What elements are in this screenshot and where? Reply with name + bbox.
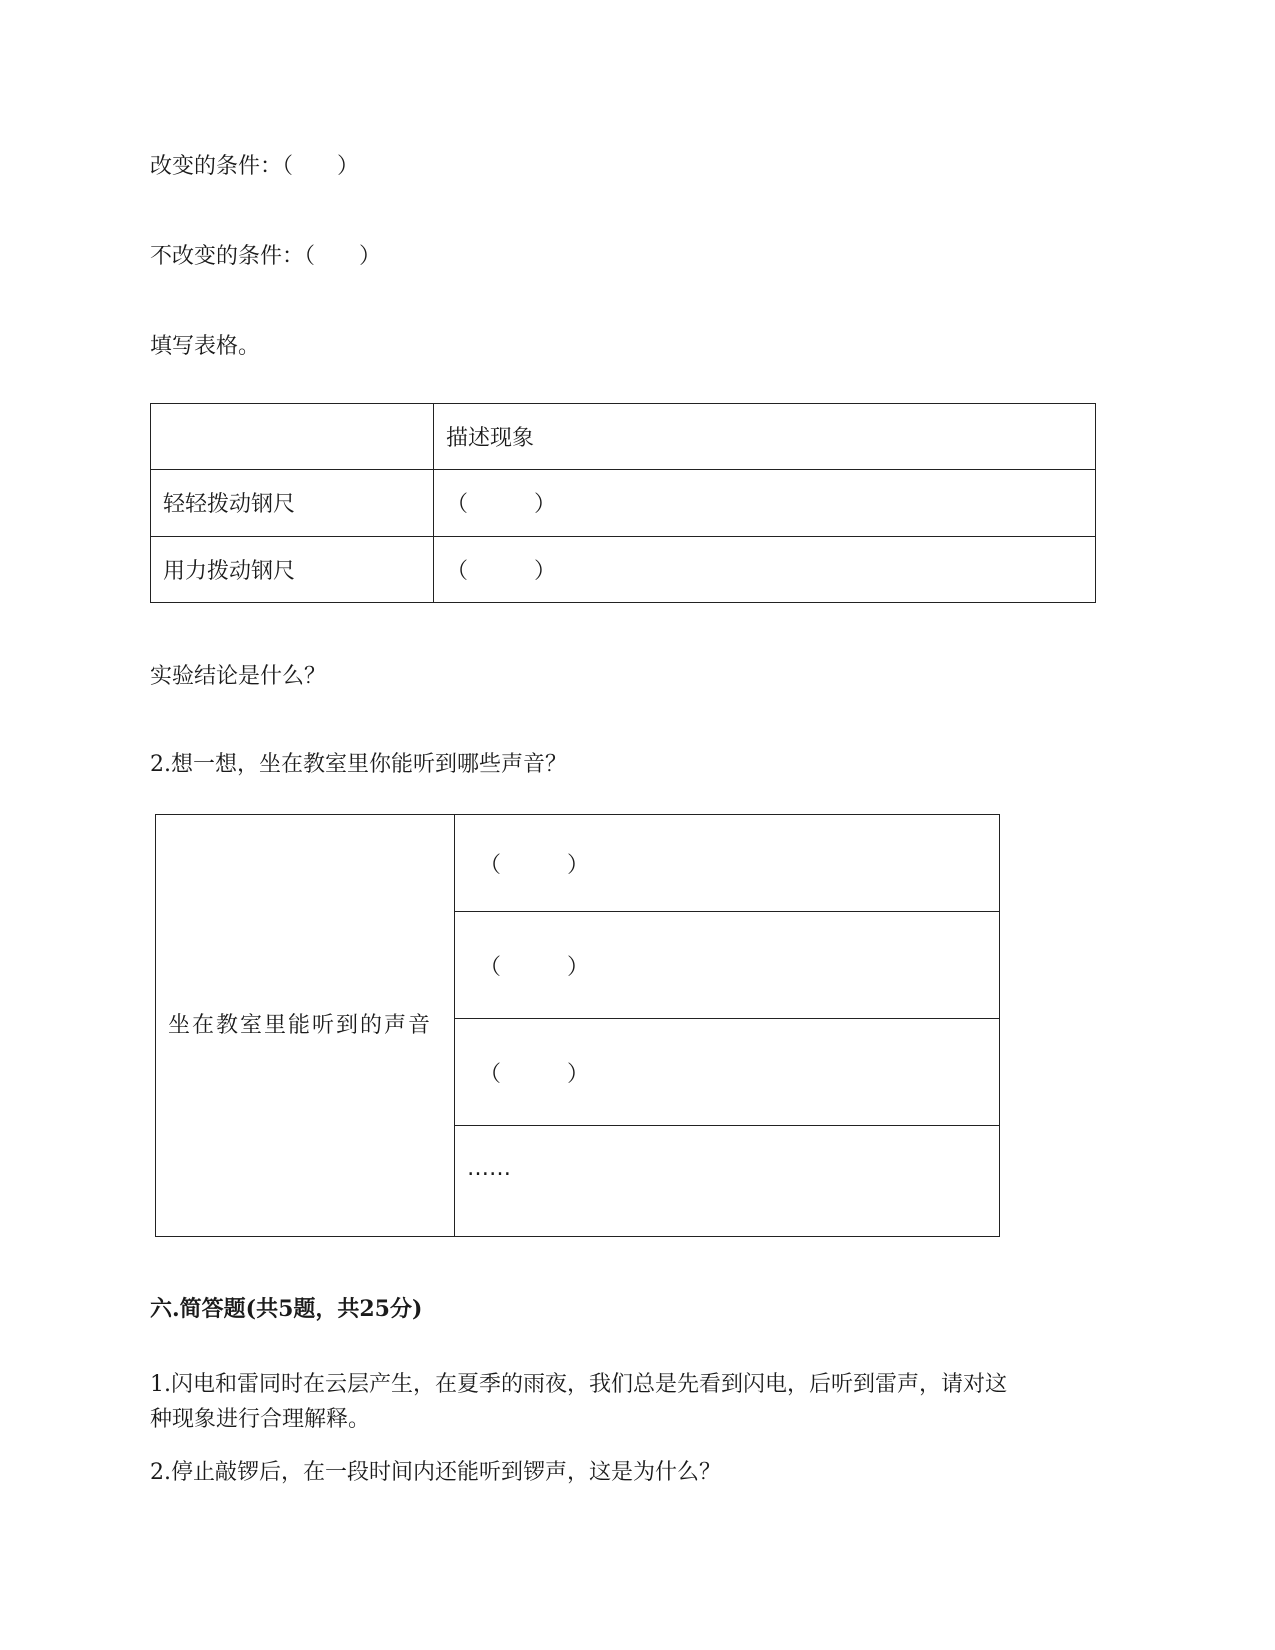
changed-condition-line: 改变的条件：（ ） [150, 154, 360, 179]
short-answer-q2: 2.停止敲锣后，在一段时间内还能听到锣声，这是为什么？ [150, 1460, 721, 1485]
table-header-empty-cell [151, 404, 434, 470]
table-row [151, 470, 1096, 536]
table-row [156, 815, 1000, 912]
table-header-row [151, 404, 1096, 470]
fill-table-instruction: 填写表格。 [150, 334, 261, 359]
table-header-describe: 描述现象 [434, 404, 1096, 470]
answer-blank[interactable]: （ ） [434, 536, 1096, 602]
unchanged-condition-line: 不改变的条件：（ ） [150, 244, 382, 269]
row-label: 用力拨动钢尺 [151, 536, 434, 602]
answer-blank[interactable]: （ ） [455, 912, 1000, 1019]
question-2-classroom-sounds: 2.想一想，坐在教室里你能听到哪些声音？ [150, 752, 567, 777]
short-answer-q1-line1: 1.闪电和雷同时在云层产生，在夏季的雨夜，我们总是先看到闪电，后听到雷声，请对这 [150, 1372, 1007, 1397]
ellipsis-cell: …… [455, 1126, 1000, 1237]
classroom-sounds-table [155, 814, 1000, 1237]
table-row [151, 536, 1096, 602]
conclusion-question: 实验结论是什么？ [150, 664, 327, 689]
answer-blank[interactable]: （ ） [455, 815, 1000, 912]
sound-observation-table [150, 403, 1096, 603]
row-label: 轻轻拨动钢尺 [151, 470, 434, 536]
short-answer-q1-line2: 种现象进行合理解释。 [150, 1407, 371, 1432]
section-6-title: 六.简答题(共5题，共25分) [150, 1296, 423, 1322]
answer-blank[interactable]: （ ） [434, 470, 1096, 536]
classroom-sounds-label: 坐在教室里能听到的声音 [156, 815, 455, 1237]
answer-blank[interactable]: （ ） [455, 1019, 1000, 1126]
